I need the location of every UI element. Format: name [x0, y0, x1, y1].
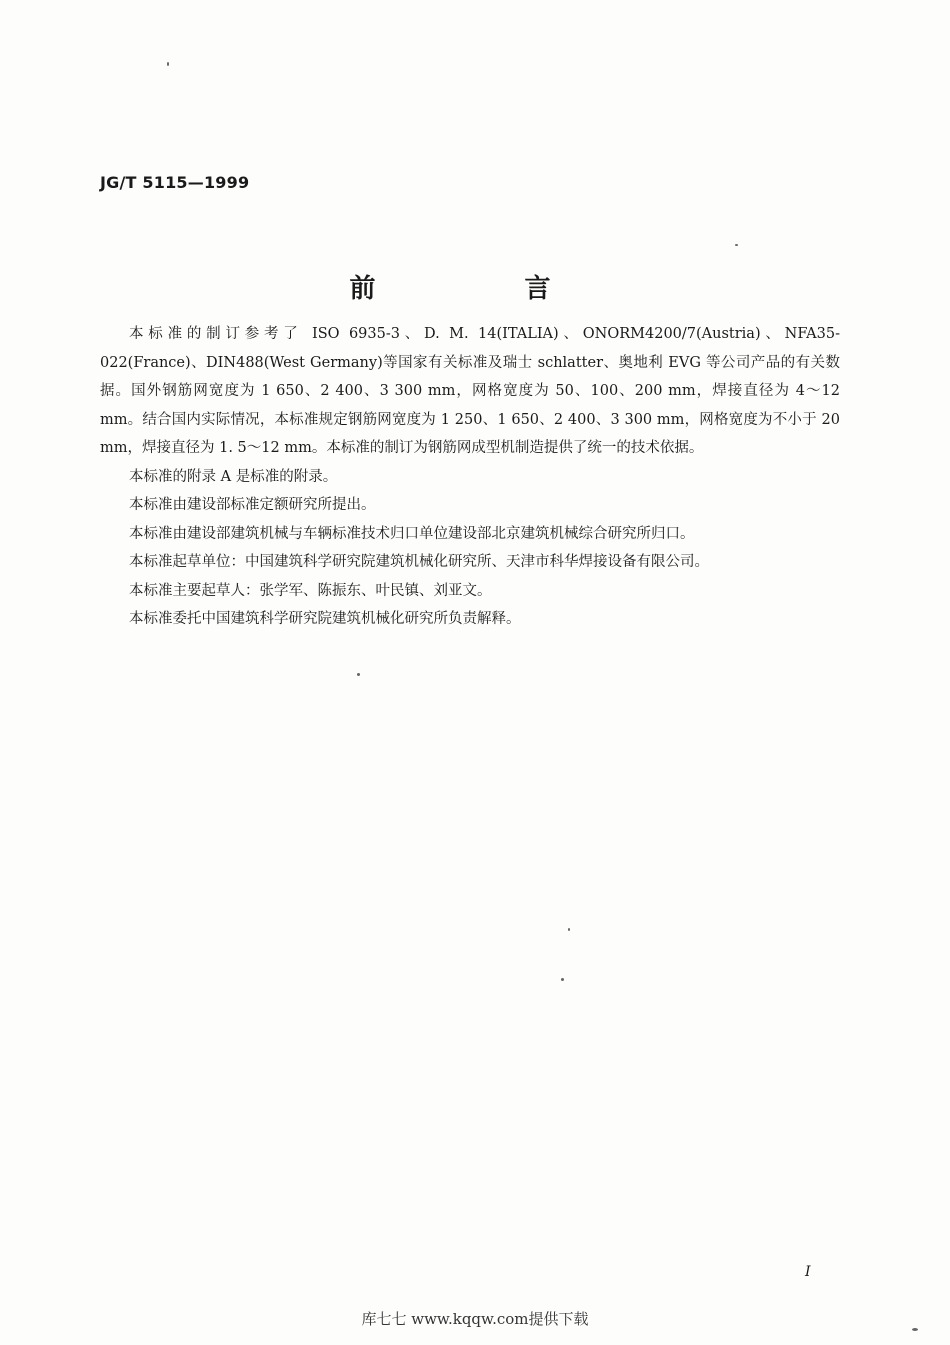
preface-paragraph: 本标准委托中国建筑科学研究院建筑机械化研究所负责解释。 — [129, 611, 521, 627]
standard-code: JG/T 5115—1999 — [100, 173, 250, 192]
preface-paragraph: 本标准由建设部建筑机械与车辆标准技术归口单位建设部北京建筑机械综合研究所归口。 — [129, 525, 695, 542]
download-footer: 库七七 www.kqqw.com提供下载 — [361, 1310, 589, 1328]
scan-speck — [735, 244, 738, 246]
scan-speck — [357, 673, 360, 676]
page-title: 前 言 — [349, 274, 621, 304]
preface-paragraph: 本标准的附录 A 是标准的附录。 — [129, 468, 338, 485]
scan-speck — [568, 928, 570, 931]
scan-speck — [167, 62, 169, 66]
preface-paragraph: 本标准由建设部标准定额研究所提出。 — [129, 497, 376, 513]
scan-speck — [561, 978, 564, 981]
preface-body — [100, 320, 840, 634]
preface-paragraph: 本标准起草单位：中国建筑科学研究院建筑机械化研究所、天津市科华焊接设备有限公司。 — [129, 554, 709, 570]
preface-paragraph: 本标准主要起草人：张学军、陈振东、叶民镇、刘亚文。 — [129, 582, 492, 599]
scan-speck — [912, 1328, 918, 1331]
page-number: I — [805, 1264, 811, 1280]
preface-paragraph: 本标准的制订参考了 ISO 6935-3、D. M. 14(ITALIA)、ONORM4200/7(Austria)、NFA35-022(France)、DIN488(West Germany)等国家有关标准及瑞士 schlatter、奥地利 EVG 等公司产品的有关数据。国外钢筋网宽度为 1 650、2 400、3 300 mm，网格宽度为 50、100、200 mm，焊接直径为 4～12 mm。结合国内实际情况，本标准规定钢筋网宽度为 1 250、1 650、2 400、3 300 mm，网格宽度为不小于 20 mm，焊接直径为 1. 5～12 mm。本标准的制订为钢筋网成型机制造提供了统一的技术依据。 — [100, 326, 840, 456]
